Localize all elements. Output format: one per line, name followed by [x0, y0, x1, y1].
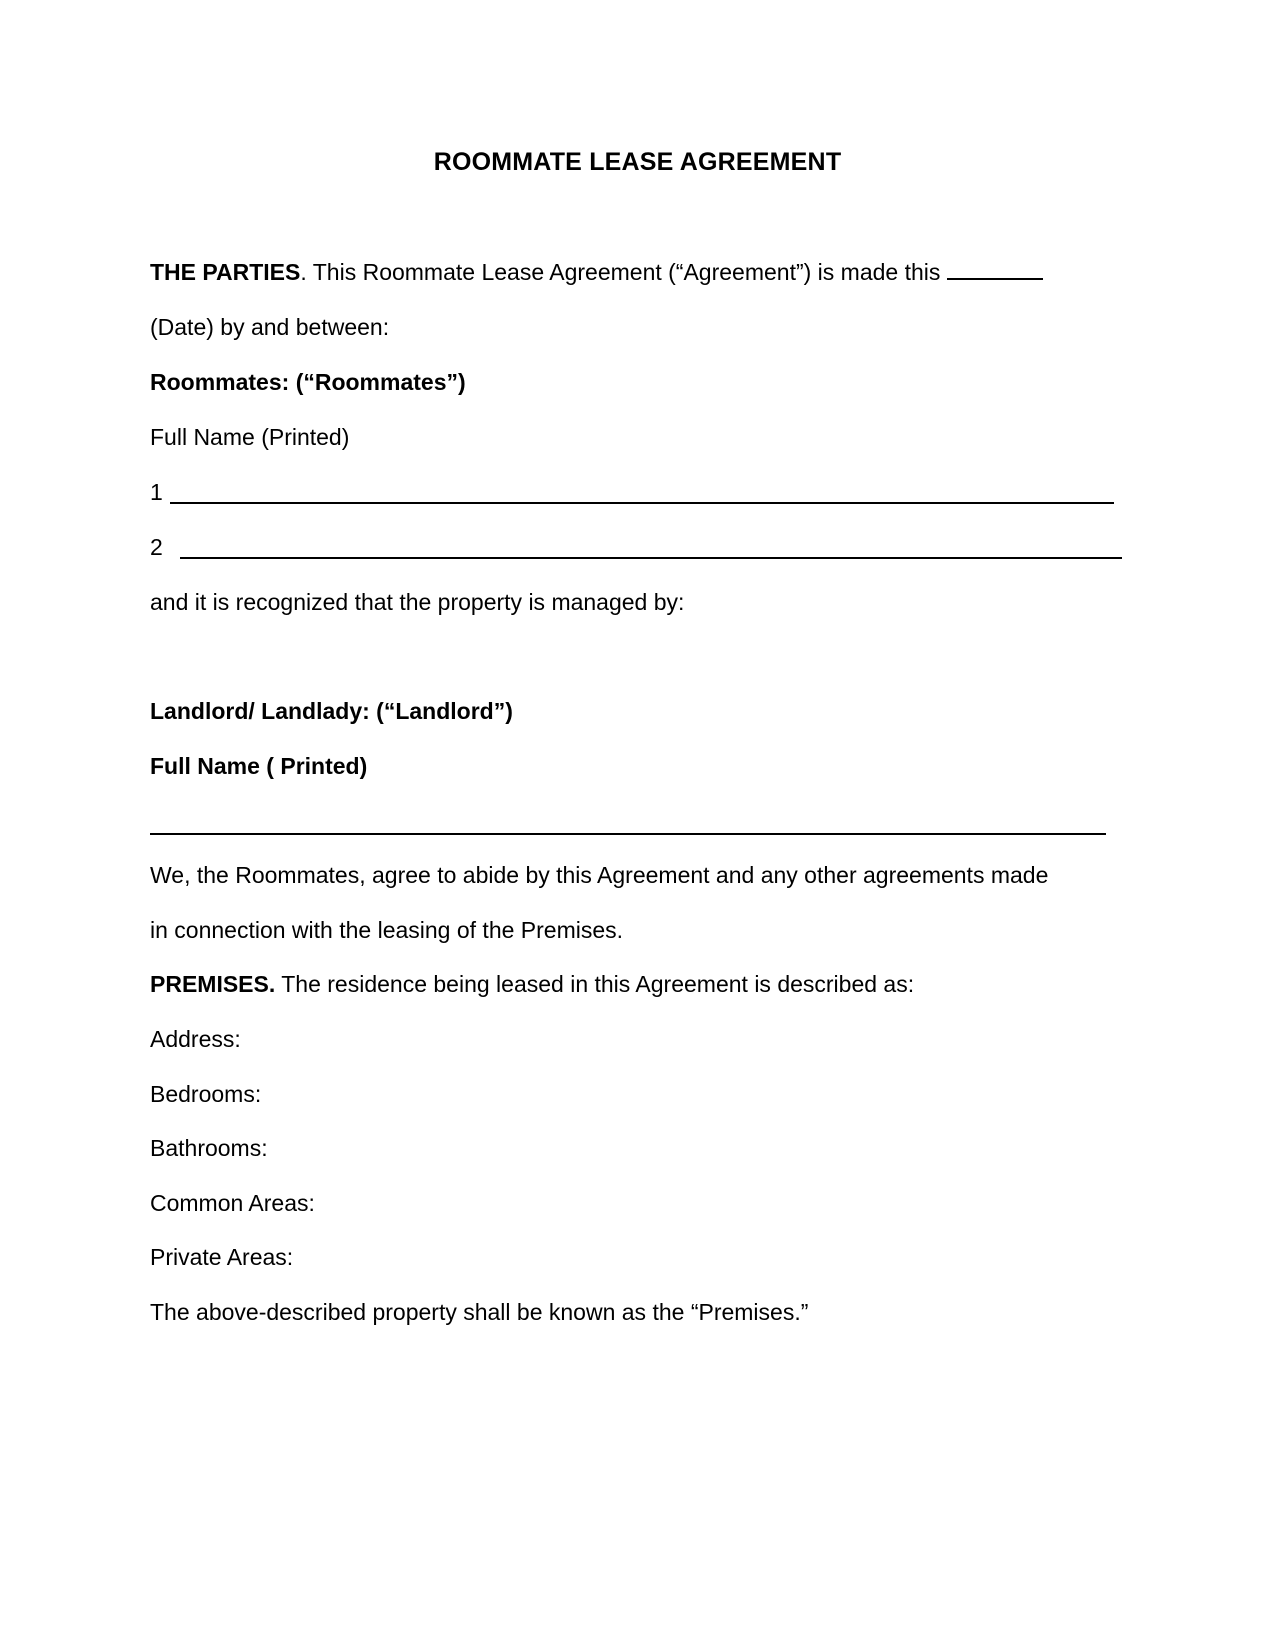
premises-intro-text: The residence being leased in this Agreement is described as:	[275, 971, 915, 997]
premises-field-private-areas: Private Areas:	[150, 1244, 294, 1270]
premises-field-common-areas: Common Areas:	[150, 1190, 315, 1216]
premises-field-bedrooms: Bedrooms:	[150, 1081, 262, 1107]
roommate-1-name-field[interactable]	[170, 502, 1114, 504]
landlord-name-field[interactable]	[150, 833, 1106, 835]
roommate-2-name-field[interactable]	[180, 557, 1122, 559]
premises-field-bathrooms: Bathrooms:	[150, 1135, 268, 1161]
landlord-full-name-label: Full Name ( Printed)	[150, 753, 368, 779]
roommate-entry-number-2: 2	[150, 534, 163, 560]
premises-field-address: Address:	[150, 1026, 241, 1052]
parties-paragraph	[150, 258, 1043, 286]
premises-closing-text: The above-described property shall be known as the “Premises.”	[150, 1299, 809, 1325]
premises-heading: PREMISES.	[150, 971, 276, 997]
document-title: ROOMMATE LEASE AGREEMENT	[433, 148, 842, 176]
date-blank-field[interactable]	[947, 258, 1043, 280]
parties-heading: THE PARTIES	[150, 259, 301, 285]
landlord-heading: Landlord/ Landlady: (“Landlord”)	[150, 698, 513, 724]
roommates-full-name-label: Full Name (Printed)	[150, 424, 350, 450]
date-line-text: (Date) by and between:	[150, 314, 390, 340]
premises-paragraph	[150, 970, 914, 998]
agreement-text-line-2: in connection with the leasing of the Premises.	[150, 917, 624, 943]
parties-intro-text: . This Roommate Lease Agreement (“Agreement”) is made this	[300, 259, 941, 285]
managed-by-text: and it is recognized that the property is managed by:	[150, 589, 685, 615]
roommates-heading: Roommates: (“Roommates”)	[150, 369, 466, 395]
agreement-text-line-1: We, the Roommates, agree to abide by this Agreement and any other agreements made	[150, 862, 1049, 888]
roommate-entry-number-1: 1	[150, 479, 163, 505]
